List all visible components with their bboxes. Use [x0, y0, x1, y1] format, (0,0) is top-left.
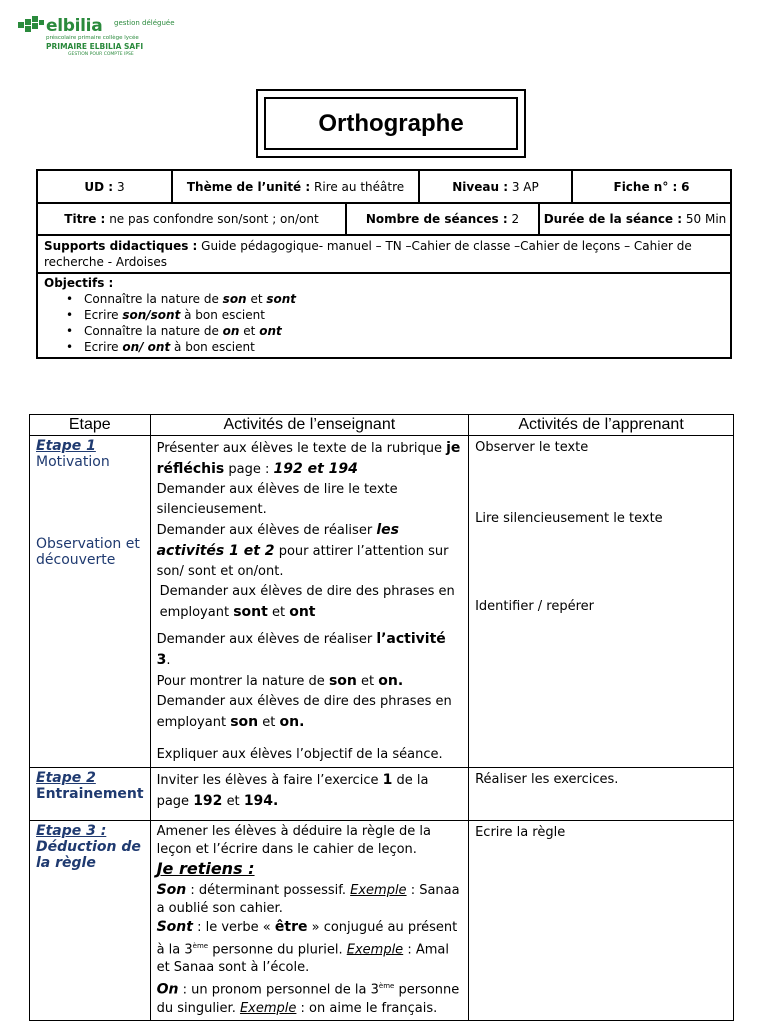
text-line: Présenter aux élèves le texte de la rubrique je réfléchis page : 192 et 194	[156, 440, 461, 477]
table-row	[30, 821, 734, 1021]
titre-cell	[38, 204, 347, 234]
text-line: Pour montrer la nature de son et on.	[156, 673, 404, 689]
logo-tagline-2: préscolaire primaire collège lycée	[46, 35, 139, 41]
duree-value: 50 Min	[685, 212, 727, 226]
title-box	[256, 89, 526, 158]
text-line: Ecrire la règle	[475, 825, 566, 840]
etape-2-link[interactable]: Etape 2	[36, 770, 96, 786]
niveau-label: Niveau :	[452, 179, 508, 194]
logo-icon	[16, 16, 46, 36]
fiche-label: Fiche n° :	[613, 179, 678, 194]
logo-tagline: gestion déléguée	[114, 19, 175, 27]
etape-2-apprenant	[469, 768, 734, 821]
etape-1-apprenant	[469, 436, 734, 768]
lesson-table	[29, 414, 734, 1021]
supports-row	[38, 236, 730, 274]
etape-1-cell	[30, 436, 151, 768]
list-item: • Ecrire on/ ont à bon escient	[84, 339, 724, 355]
etape-1-enseignant	[150, 436, 469, 768]
text-line: Amener les élèves à déduire la règle de la leçon et l’écrire dans le cahier de leçon.	[156, 824, 431, 857]
fiche-cell	[573, 171, 730, 202]
text-line: Demander aux élèves de dire des phrases en employant sont et ont	[159, 584, 455, 620]
header-etape: Etape	[30, 415, 151, 436]
text-line: Son : déterminant possessif. Exemple : Sanaa a oublié son cahier.	[156, 882, 460, 916]
etape-1-link[interactable]: Etape 1	[36, 438, 96, 454]
logo-name: elbilia	[46, 16, 103, 36]
logo-school-sub: GESTION POUR COMPTE IPSE	[68, 52, 134, 57]
theme-label: Thème de l’unité :	[186, 179, 311, 194]
theme-value: Rire au théâtre	[314, 179, 405, 194]
je-retiens: Je retiens :	[156, 859, 255, 878]
objectifs-list	[44, 291, 724, 355]
etape-1-name: Motivation	[36, 454, 110, 470]
ud-cell	[38, 171, 173, 202]
etape-2-name: Entrainement	[36, 786, 144, 802]
etape-3-link[interactable]: Etape 3 :	[36, 823, 107, 839]
titre-label: Titre :	[64, 212, 106, 226]
list-item: • Connaître la nature de on et ont	[84, 323, 724, 339]
niveau-cell	[420, 171, 573, 202]
logo-school: PRIMAIRE ELBILIA SAFI	[46, 42, 144, 51]
text-line: Identifier / repérer	[475, 599, 595, 614]
text-line: Réaliser les exercices.	[475, 772, 619, 787]
supports-label: Supports didactiques :	[44, 239, 198, 253]
etape-3-apprenant	[469, 821, 734, 1021]
objectifs-label: Objectifs :	[44, 276, 114, 290]
text-line: On : un pronom personnel de la 3ème personne du singulier. Exemple : on aime le français.	[156, 981, 460, 1016]
page-title: Orthographe	[264, 97, 518, 150]
list-item: • Ecrire son/sont à bon escient	[84, 307, 724, 323]
supports-value: Guide pédagogique- manuel – TN –Cahier de classe –Cahier de leçons – Cahier de recherche - Ardoises	[44, 239, 692, 269]
duree-cell	[540, 204, 730, 234]
info-row-2	[38, 204, 730, 236]
etape-1-name-2: Observation et découverte	[36, 536, 140, 568]
text-line: Demander aux élèves de lire le texte silencieusement.	[156, 482, 398, 517]
titre-value: ne pas confondre son/sont ; on/ont	[109, 212, 319, 226]
text-line: Sont : le verbe « être » conjugué au présent à la 3ème personne du pluriel. Exemple : Amal et Sanaa sont à l’école.	[156, 919, 458, 976]
text-line: Lire silencieusement le texte	[475, 511, 663, 526]
header-enseignant: Activités de l’enseignant	[150, 415, 469, 436]
etape-2-cell	[30, 768, 151, 821]
etape-2-enseignant	[150, 768, 469, 821]
info-row-1	[38, 171, 730, 204]
seances-label: Nombre de séances :	[365, 212, 508, 226]
seances-cell	[347, 204, 540, 234]
etape-3-name: Déduction de la règle	[36, 839, 141, 871]
text-line: Expliquer aux élèves l’objectif de la séance.	[156, 747, 443, 762]
niveau-value: 3 AP	[511, 179, 539, 194]
theme-cell	[173, 171, 420, 202]
ud-value: 3	[116, 179, 125, 194]
table-row	[30, 436, 734, 768]
school-logo	[16, 16, 206, 58]
etape-3-enseignant	[150, 821, 469, 1021]
text-line: Inviter les élèves à faire l’exercice 1 de la page 192 et 194.	[156, 772, 429, 809]
seances-value: 2	[511, 212, 520, 226]
table-row	[30, 768, 734, 821]
objectifs-section	[38, 274, 730, 356]
text-line: Observer le texte	[475, 440, 589, 455]
list-item: • Connaître la nature de son et sont	[84, 291, 724, 307]
text-line: Demander aux élèves de réaliser les activités 1 et 2 pour attirer l’attention sur son/ sont et on/ont.	[156, 522, 449, 579]
table-header-row	[30, 415, 734, 436]
info-table	[36, 169, 732, 359]
ud-label: UD :	[84, 179, 114, 194]
duree-label: Durée de la séance :	[543, 212, 683, 226]
fiche-value: 6	[681, 179, 690, 194]
etape-3-cell	[30, 821, 151, 1021]
text-line: Demander aux élèves de dire des phrases en employant son et on.	[156, 694, 452, 730]
text-line: Demander aux élèves de réaliser l’activité 3.	[156, 631, 446, 668]
header-apprenant: Activités de l’apprenant	[469, 415, 734, 436]
